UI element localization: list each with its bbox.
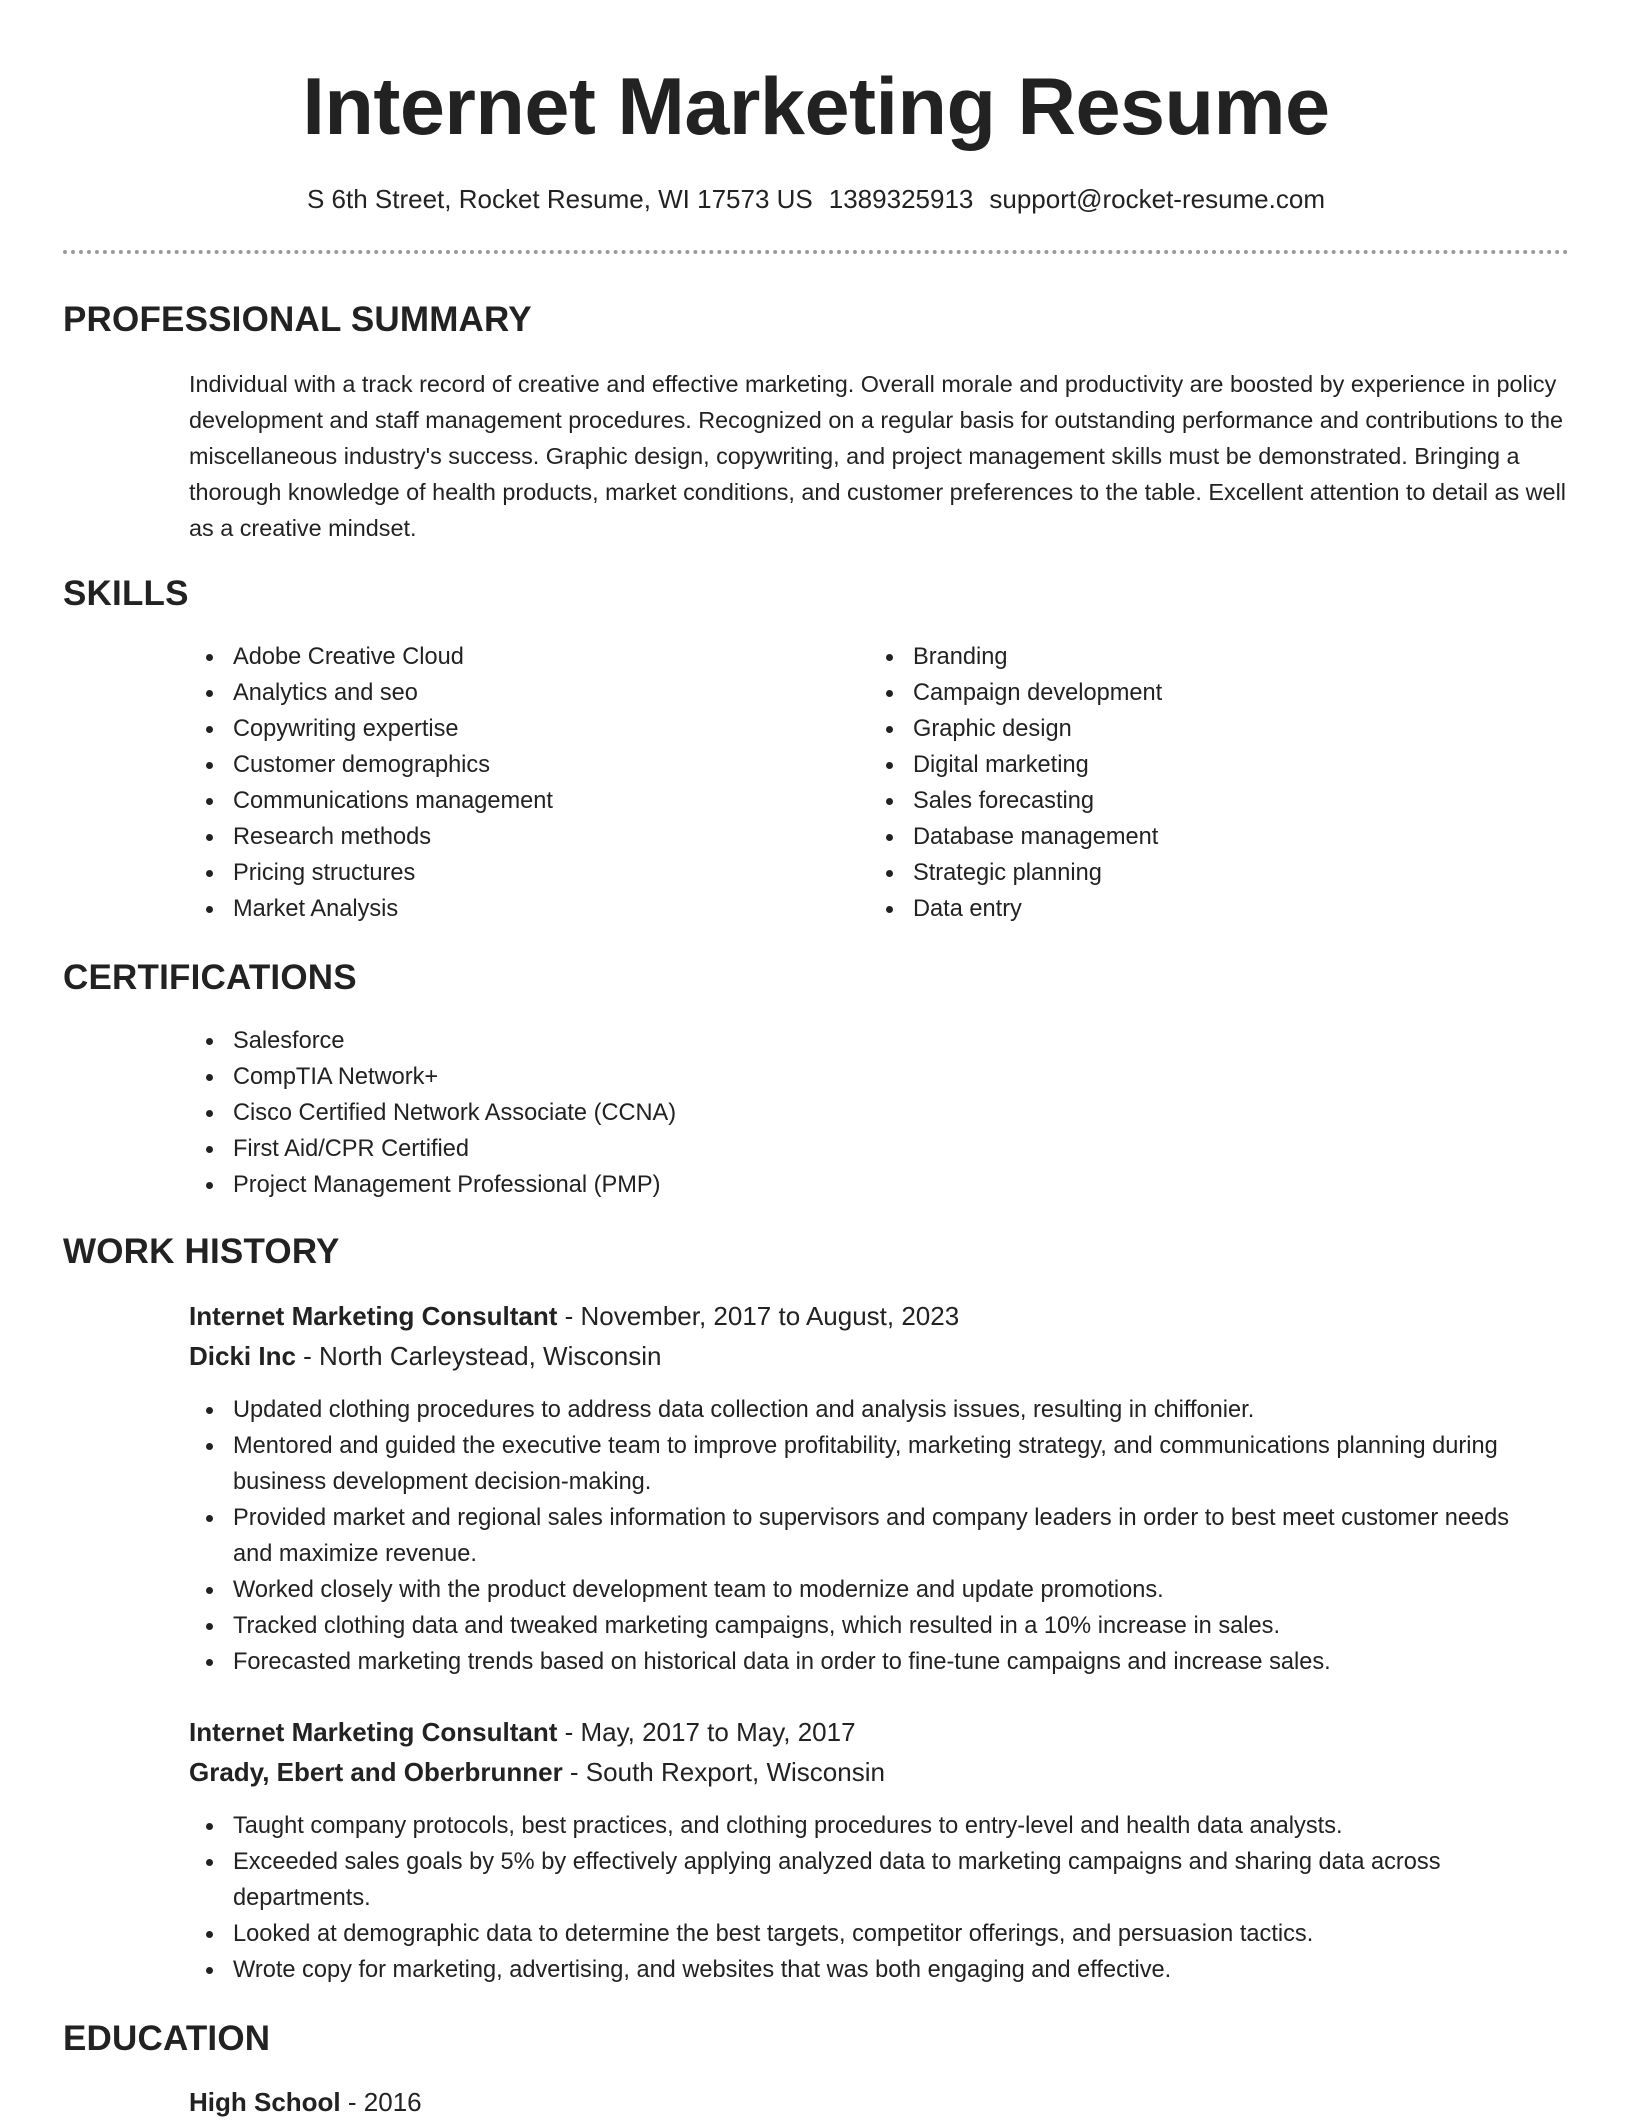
list-item: Cisco Certified Network Associate (CCNA): [189, 1095, 1569, 1131]
list-item: Branding: [869, 639, 1509, 675]
list-item: Database management: [869, 819, 1509, 855]
summary-heading: PROFESSIONAL SUMMARY: [63, 300, 532, 339]
list-item: Forecasted marketing trends based on historical data in order to fine-tune campaigns and increase sales.: [189, 1644, 1524, 1680]
job-title-line: [189, 1712, 856, 1752]
list-item: Digital marketing: [869, 747, 1509, 783]
contact-phone: 1389325913: [828, 184, 974, 214]
certifications-list: [189, 1023, 1569, 1203]
certifications-heading: CERTIFICATIONS: [63, 958, 357, 997]
job-dates: - May, 2017 to May, 2017: [557, 1717, 856, 1747]
list-item: CompTIA Network+: [189, 1059, 1569, 1095]
job-dates: - November, 2017 to August, 2023: [557, 1301, 960, 1331]
contact-line: [0, 180, 1632, 218]
list-item: Mentored and guided the executive team to improve profitability, marketing strategy, and communications planning during business development decision-making.: [189, 1428, 1524, 1500]
list-item: Exceeded sales goals by 5% by effectively applying analyzed data to marketing campaigns and sharing data across departments.: [189, 1844, 1524, 1916]
list-item: Sales forecasting: [869, 783, 1509, 819]
skills-list-left: [189, 639, 829, 927]
list-item: Worked closely with the product development team to modernize and update promotions.: [189, 1572, 1524, 1608]
list-item: Updated clothing procedures to address data collection and analysis issues, resulting in chiffonier.: [189, 1392, 1524, 1428]
job-bullets: [189, 1808, 1524, 1988]
job-company: Grady, Ebert and Oberbrunner: [189, 1757, 563, 1787]
list-item: Provided market and regional sales information to supervisors and company leaders in order to best meet customer needs and maximize revenue.: [189, 1500, 1524, 1572]
list-item: Analytics and seo: [189, 675, 829, 711]
list-item: Market Analysis: [189, 891, 829, 927]
list-item: Copywriting expertise: [189, 711, 829, 747]
list-item: Data entry: [869, 891, 1509, 927]
list-item: Graphic design: [869, 711, 1509, 747]
list-item: Communications management: [189, 783, 829, 819]
job-title: Internet Marketing Consultant: [189, 1301, 558, 1331]
skills-heading: SKILLS: [63, 574, 189, 613]
list-item: Pricing structures: [189, 855, 829, 891]
list-item: Tracked clothing data and tweaked marketing campaigns, which resulted in a 10% increase in sales.: [189, 1608, 1524, 1644]
work-history-heading: WORK HISTORY: [63, 1232, 340, 1271]
summary-text: Individual with a track record of creative and effective marketing. Overall morale and productivity are boosted by experience in policy development and staff management procedures. Recognized on a regular basis for outstanding performance and contributions to the miscellaneous industry's success. Graphic design, copywriting, and project management skills must be demonstrated. Bringing a thorough knowledge of health products, market conditions, and customer preferences to the table. Excellent attention to detail as well as a creative mindset.: [189, 371, 1566, 541]
job-company-line: [189, 1752, 885, 1792]
list-item: Project Management Professional (PMP): [189, 1167, 1569, 1203]
list-item: Campaign development: [869, 675, 1509, 711]
list-item: Strategic planning: [869, 855, 1509, 891]
list-item: First Aid/CPR Certified: [189, 1131, 1569, 1167]
list-item: Research methods: [189, 819, 829, 855]
education-school: High School: [189, 2087, 341, 2117]
job-company-line: [189, 1336, 662, 1376]
list-item: Customer demographics: [189, 747, 829, 783]
list-item: Looked at demographic data to determine the best targets, competitor offerings, and persuasion tactics.: [189, 1916, 1524, 1952]
job-location: - South Rexport, Wisconsin: [562, 1757, 885, 1787]
resume-title: Internet Marketing Resume: [302, 62, 1330, 152]
contact-email: support@rocket-resume.com: [989, 184, 1325, 214]
list-item: Wrote copy for marketing, advertising, and websites that was both engaging and effective.: [189, 1952, 1524, 1988]
job-title-line: [189, 1296, 959, 1336]
education-heading: EDUCATION: [63, 2019, 271, 2058]
contact-address: S 6th Street, Rocket Resume, WI 17573 US: [306, 184, 813, 214]
job-company: Dicki Inc: [189, 1341, 296, 1371]
list-item: Taught company protocols, best practices, and clothing procedures to entry-level and health data analysts.: [189, 1808, 1524, 1844]
list-item: Adobe Creative Cloud: [189, 639, 829, 675]
header-divider: [63, 250, 1569, 254]
job-bullets: [189, 1392, 1524, 1680]
list-item: Salesforce: [189, 1023, 1569, 1059]
education-year: - 2016: [340, 2087, 422, 2117]
job-location: - North Carleystead, Wisconsin: [295, 1341, 662, 1371]
education-line: [189, 2082, 422, 2122]
skills-list-right: [869, 639, 1509, 927]
job-title: Internet Marketing Consultant: [189, 1717, 558, 1747]
